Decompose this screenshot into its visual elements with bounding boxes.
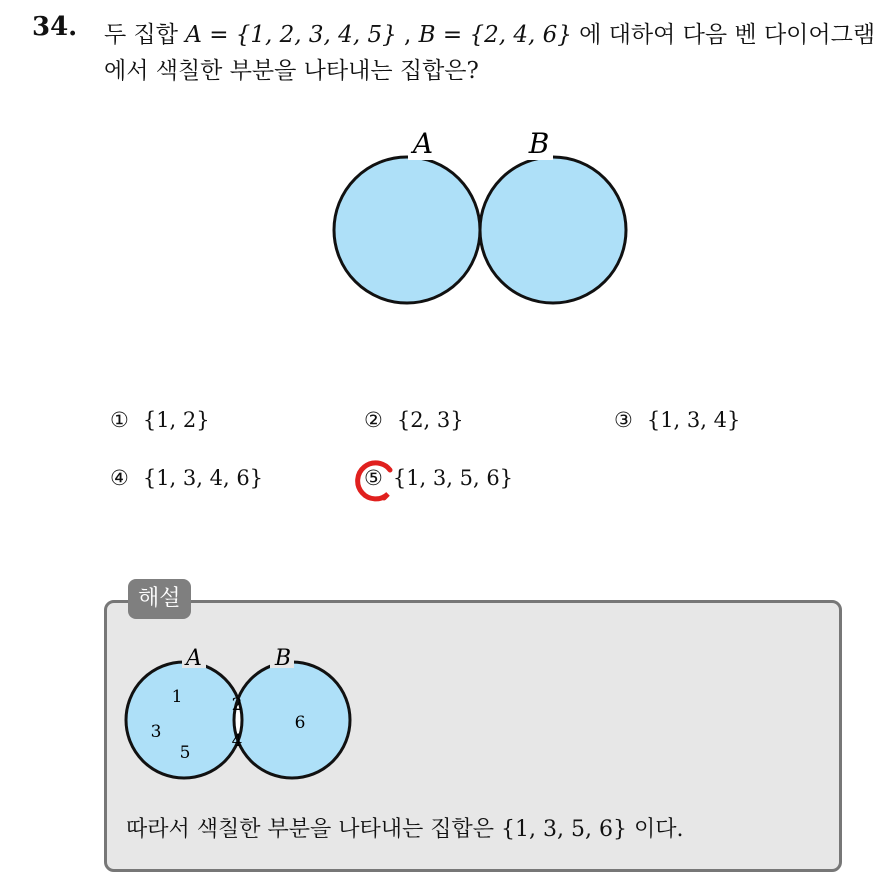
element-a-only-2: 3 bbox=[150, 722, 162, 742]
choice-value: {1, 3, 4, 6} bbox=[142, 466, 264, 490]
choice-marker: ① bbox=[110, 408, 129, 432]
conclusion-prefix: 따라서 색칠한 부분을 나타내는 집합은 bbox=[126, 817, 501, 842]
choice-marker: ③ bbox=[614, 408, 633, 432]
question-prefix: 두 집합 bbox=[104, 22, 186, 48]
question-suffix: 에 대하여 다음 벤 다이어그램 bbox=[571, 22, 876, 48]
set-a-expression: A = {1, 2, 3, 4, 5} bbox=[185, 22, 397, 48]
exp-set-a-label: A bbox=[186, 646, 202, 671]
exp-set-b-label: B bbox=[274, 646, 292, 671]
conclusion-set: {1, 3, 5, 6} bbox=[501, 817, 627, 842]
set-separator: , bbox=[396, 22, 419, 48]
element-both-1: 2 bbox=[231, 695, 243, 715]
choice-value: {1, 3, 5, 6} bbox=[392, 466, 514, 490]
set-b-expression: B = {2, 4, 6} bbox=[418, 22, 572, 48]
choice-value: {1, 2} bbox=[142, 408, 210, 432]
explanation-tag: 해설 bbox=[128, 579, 191, 619]
choice-marker: ④ bbox=[110, 466, 129, 490]
conclusion-suffix: 이다. bbox=[626, 817, 684, 842]
choice-value: {1, 3, 4} bbox=[646, 408, 741, 432]
question-text-line2: 에서 색칠한 부분을 나타내는 집합은? bbox=[104, 58, 479, 84]
element-b-only-1: 6 bbox=[294, 713, 306, 733]
element-a-only-3: 5 bbox=[179, 743, 191, 763]
choice-marker: ⑤ bbox=[364, 466, 383, 490]
set-a-label: A bbox=[412, 127, 434, 160]
set-b-label: B bbox=[528, 127, 550, 160]
element-both-2: 4 bbox=[231, 731, 243, 751]
choice-marker: ② bbox=[364, 408, 383, 432]
choice-value: {2, 3} bbox=[396, 408, 464, 432]
explanation-conclusion bbox=[126, 812, 683, 843]
question-number: 34. bbox=[32, 12, 78, 42]
element-a-only-1: 1 bbox=[171, 687, 183, 707]
